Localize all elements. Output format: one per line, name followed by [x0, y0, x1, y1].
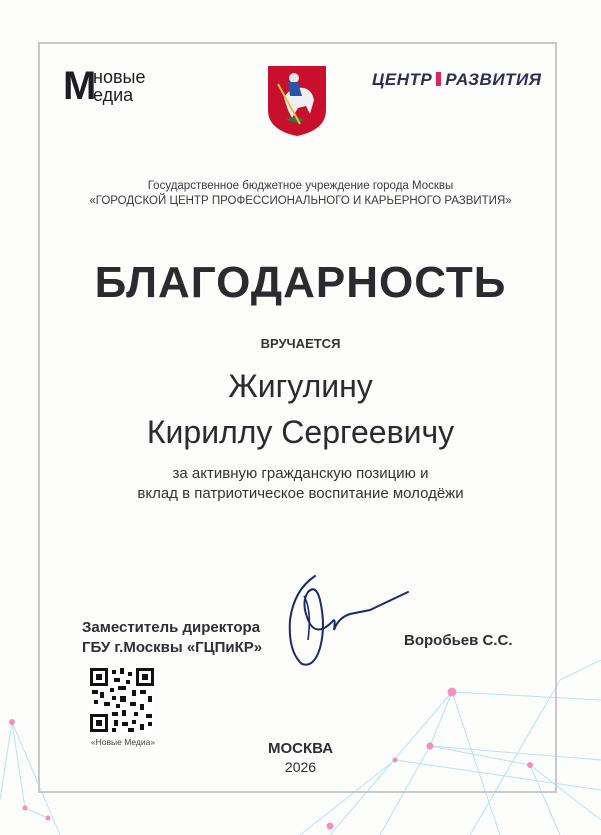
- year: 2026: [284, 759, 317, 775]
- novye-media-logo: [63, 66, 173, 106]
- qr-code: [90, 668, 154, 732]
- moscow-coat-of-arms-icon: [264, 62, 330, 138]
- signer-position-line-2: ГБУ г.Москвы «ГЦПиКР»: [82, 639, 263, 656]
- handwritten-signature: [280, 570, 410, 670]
- organization-line-1: Государственное бюджетное учреждение города Москвы: [147, 180, 454, 192]
- tsentr-razvitiya-logo: [372, 70, 542, 90]
- logo-cr-part2: РАЗВИТИЯ: [445, 70, 542, 89]
- logo-cr-part1: ЦЕНТР: [372, 70, 433, 89]
- recipient-given-names: Кириллу Сергеевичу: [146, 414, 455, 450]
- logo-word-bottom: едиа: [93, 85, 134, 105]
- city: МОСКВА: [267, 740, 334, 757]
- logo-cr-bar: [436, 72, 441, 86]
- signer-name: Воробьев С.С.: [404, 632, 513, 649]
- reason-line-2: вклад в патриотическое воспитание молодёжи: [137, 485, 464, 502]
- logo-letter-m: М: [63, 64, 97, 108]
- recipient-surname: Жигулину: [228, 368, 373, 404]
- awarded-label: ВРУЧАЕТСЯ: [260, 336, 341, 351]
- organization-line-2: «ГОРОДСКОЙ ЦЕНТР ПРОФЕССИОНАЛЬНОГО И КАРЬЕРНОГО РАЗВИТИЯ»: [89, 195, 512, 207]
- reason-line-1: за активную гражданскую позицию и: [172, 465, 429, 482]
- logo-word-top: новые: [93, 67, 146, 87]
- signer-position-line-1: Заместитель директора: [82, 619, 261, 636]
- certificate-title: БЛАГОДАРНОСТЬ: [94, 258, 507, 307]
- qr-caption: «Новые Медиа»: [90, 737, 156, 747]
